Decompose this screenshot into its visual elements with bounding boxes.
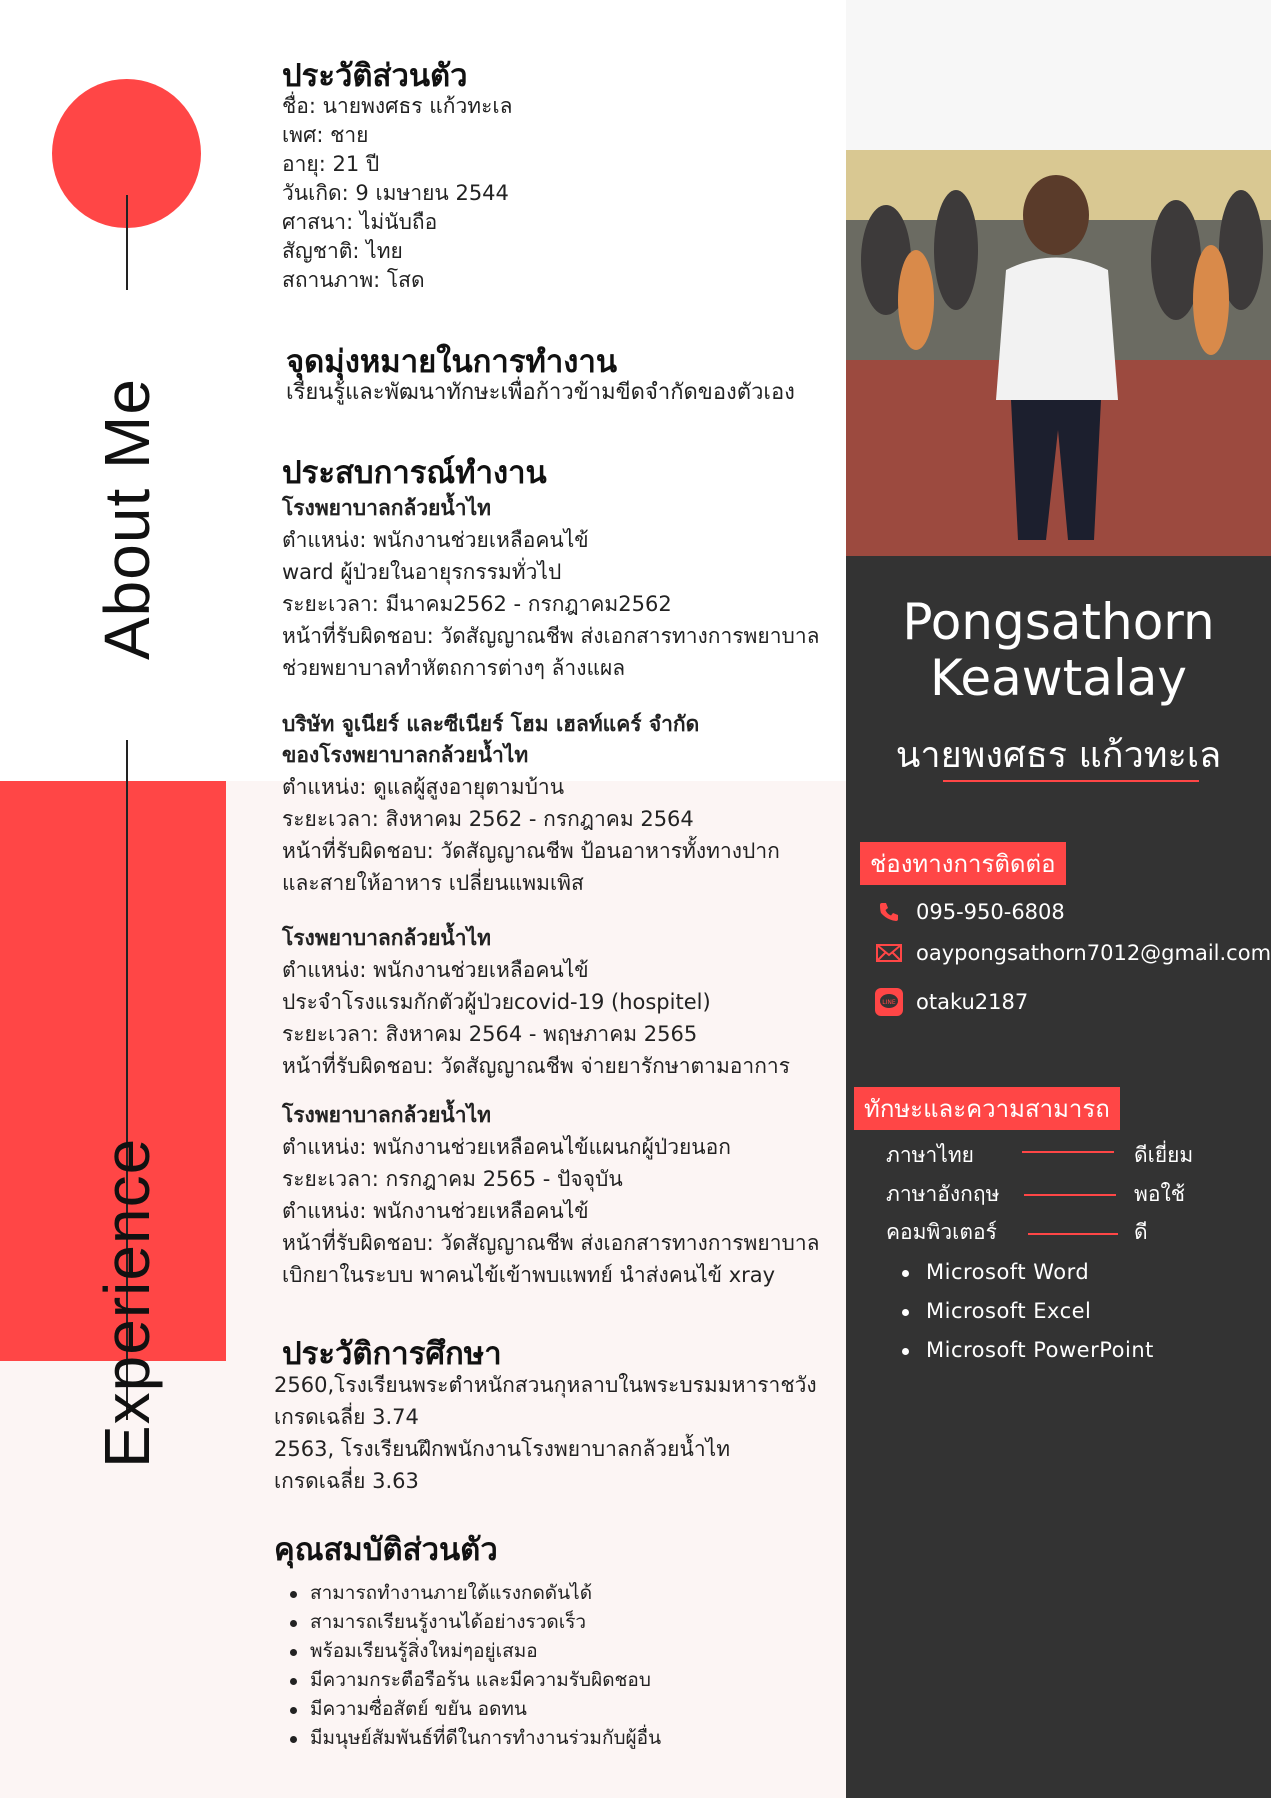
- line-icon: [874, 987, 904, 1017]
- job-1: [282, 492, 819, 684]
- personal-nationality: สัญชาติ: ไทย: [282, 239, 403, 263]
- job-1-line: ward ผู้ป่วยในอายุรกรรมทั่วไป: [282, 560, 562, 584]
- profile-photo: [846, 0, 1271, 556]
- skill-name: ภาษาอังกฤษ: [886, 1182, 1000, 1206]
- email-address[interactable]: oaypongsathorn7012@gmail.com: [916, 941, 1271, 965]
- name-underline: [943, 780, 1199, 782]
- job-3-line: ระยะเวลา: สิงหาคม 2564 - พฤษภาคม 2565: [282, 1022, 698, 1046]
- skills-section-tag: ทักษะและความสามารถ: [854, 1087, 1120, 1130]
- education-line: เกรดเฉลี่ย 3.74: [274, 1405, 419, 1429]
- education-line: 2560,โรงเรียนพระตำหนักสวนกุหลาบในพระบรมมหาราชวัง: [274, 1373, 817, 1397]
- personal-info-list: [282, 92, 512, 295]
- skill-level: ดี: [1134, 1220, 1148, 1244]
- qualities-title: คุณสมบัติส่วนตัว: [274, 1532, 498, 1568]
- personal-religion: ศาสนา: ไม่นับถือ: [282, 210, 438, 234]
- job-1-line: ตำแหน่ง: พนักงานช่วยเหลือคนไข้: [282, 528, 589, 552]
- job-1-line: ระยะเวลา: มีนาคม2562 - กรกฎาคม2562: [282, 592, 672, 616]
- job-1-line: หน้าที่รับผิดชอบ: วัดสัญญาณชีพ ส่งเอกสารทางการพยาบาล: [282, 624, 820, 648]
- job-4-org: โรงพยาบาลกล้วยน้ำไท: [282, 1103, 491, 1127]
- skill-level: ดีเยี่ยม: [1134, 1143, 1194, 1167]
- software-skill-item: Microsoft Word: [900, 1253, 1154, 1292]
- software-skill-item: Microsoft Excel: [900, 1292, 1154, 1331]
- job-1-line: ช่วยพยาบาลทำหัตถการต่างๆ ล้างแผล: [282, 656, 626, 680]
- job-4-line: ตำแหน่ง: พนักงานช่วยเหลือคนไข้: [282, 1199, 589, 1223]
- contact-line[interactable]: [874, 987, 1028, 1017]
- personal-age: อายุ: 21 ปี: [282, 152, 380, 176]
- education-title: ประวัติการศึกษา: [282, 1336, 502, 1372]
- quality-item: สามารถเรียนรู้งานได้อย่างรวดเร็ว: [288, 1608, 661, 1637]
- experience-vertical-title: Experience: [91, 1137, 163, 1468]
- phone-icon: [874, 897, 904, 927]
- job-4-line: ระยะเวลา: กรกฎาคม 2565 - ปัจจุบัน: [282, 1167, 623, 1191]
- job-3-line: หน้าที่รับผิดชอบ: วัดสัญญาณชีพ จ่ายยารักษาตามอาการ: [282, 1054, 790, 1078]
- job-2-line: ตำแหน่ง: ดูแลผู้สูงอายุตามบ้าน: [282, 775, 565, 799]
- job-4: [282, 1099, 819, 1291]
- job-3: [282, 922, 790, 1082]
- skill-connector-line: [1028, 1233, 1118, 1235]
- first-name-english: Pongsathorn: [902, 593, 1215, 651]
- job-3-line: ประจำโรงแรมกักตัวผู้ป่วยcovid-19 (hospitel): [282, 990, 711, 1014]
- quality-item: สามารถทำงานภายใต้แรงกดดันได้: [288, 1579, 661, 1608]
- software-skills-list: [900, 1253, 1154, 1370]
- skill-name: ภาษาไทย: [886, 1143, 974, 1167]
- objective-title: จุดมุ่งหมายในการทำงาน: [286, 344, 618, 380]
- job-2-line: ระยะเวลา: สิงหาคม 2562 - กรกฎาคม 2564: [282, 807, 694, 831]
- job-2: [282, 709, 780, 899]
- objective-text: เรียนรู้และพัฒนาทักษะเพื่อก้าวข้ามขีดจำกัดของตัวเอง: [286, 380, 795, 405]
- contact-section-tag: ช่องทางการติดต่อ: [860, 842, 1066, 885]
- name-english: [846, 594, 1271, 706]
- software-skill-item: Microsoft PowerPoint: [900, 1331, 1154, 1370]
- job-4-line: ตำแหน่ง: พนักงานช่วยเหลือคนไข้แผนกผู้ป่วยนอก: [282, 1135, 731, 1159]
- skill-name: คอมพิวเตอร์: [886, 1220, 997, 1244]
- skill-connector-line: [1024, 1194, 1116, 1196]
- job-2-line: และสายให้อาหาร เปลี่ยนแพมเพิส: [282, 871, 584, 895]
- education-list: [274, 1369, 817, 1497]
- job-2-org-line2: ของโรงพยาบาลกล้วยน้ำไท: [282, 743, 529, 767]
- mail-icon: [874, 938, 904, 968]
- experience-title: ประสบการณ์ทำงาน: [282, 455, 547, 491]
- name-thai: นายพงศธร แก้วทะเล: [895, 735, 1222, 776]
- personal-status: สถานภาพ: โสด: [282, 268, 425, 292]
- job-2-line: หน้าที่รับผิดชอบ: วัดสัญญาณชีพ ป้อนอาหารทั้งทางปาก: [282, 839, 780, 863]
- job-3-org: โรงพยาบาลกล้วยน้ำไท: [282, 926, 491, 950]
- quality-item: มีมนุษย์สัมพันธ์ที่ดีในการทำงานร่วมกับผู้อื่น: [288, 1724, 661, 1753]
- job-4-line: หน้าที่รับผิดชอบ: วัดสัญญาณชีพ ส่งเอกสารทางการพยาบาล: [282, 1231, 820, 1255]
- phone-number[interactable]: 095-950-6808: [916, 900, 1065, 924]
- last-name-english: Keawtalay: [930, 649, 1187, 707]
- job-2-org: บริษัท จูเนียร์ และซีเนียร์ โฮม เฮลท์แคร์ จำกัด: [282, 712, 700, 736]
- skill-level: พอใช้: [1134, 1182, 1185, 1206]
- qualities-list: [288, 1579, 661, 1753]
- line-id[interactable]: otaku2187: [916, 990, 1029, 1014]
- job-4-line: เบิกยาในระบบ พาคนไข้เข้าพบแพทย์ นำส่งคนไข้ xray: [282, 1263, 776, 1287]
- svg-text:LINE: LINE: [882, 999, 896, 1006]
- quality-item: มีความกระตือรือร้น และมีความรับผิดชอบ: [288, 1666, 661, 1695]
- skill-connector-line: [1022, 1151, 1114, 1153]
- job-1-org: โรงพยาบาลกล้วยน้ำไท: [282, 496, 491, 520]
- divider-line-top: [126, 195, 128, 290]
- personal-gender: เพศ: ชาย: [282, 123, 369, 147]
- personal-info-title: ประวัติส่วนตัว: [282, 58, 468, 94]
- personal-name: ชื่อ: นายพงศธร แก้วทะเล: [282, 94, 513, 118]
- education-line: เกรดเฉลี่ย 3.63: [274, 1469, 419, 1493]
- about-me-vertical-title: About Me: [91, 378, 163, 660]
- contact-phone[interactable]: [874, 897, 1065, 927]
- personal-birthdate: วันเกิด: 9 เมษายน 2544: [282, 181, 509, 205]
- quality-item: พร้อมเรียนรู้สิ่งใหม่ๆอยู่เสมอ: [288, 1637, 661, 1666]
- job-3-line: ตำแหน่ง: พนักงานช่วยเหลือคนไข้: [282, 958, 589, 982]
- education-line: 2563, โรงเรียนฝึกพนักงานโรงพยาบาลกล้วยน้ำไท: [274, 1437, 731, 1461]
- quality-item: มีความซื่อสัตย์ ขยัน อดทน: [288, 1695, 661, 1724]
- contact-email[interactable]: [874, 938, 1271, 968]
